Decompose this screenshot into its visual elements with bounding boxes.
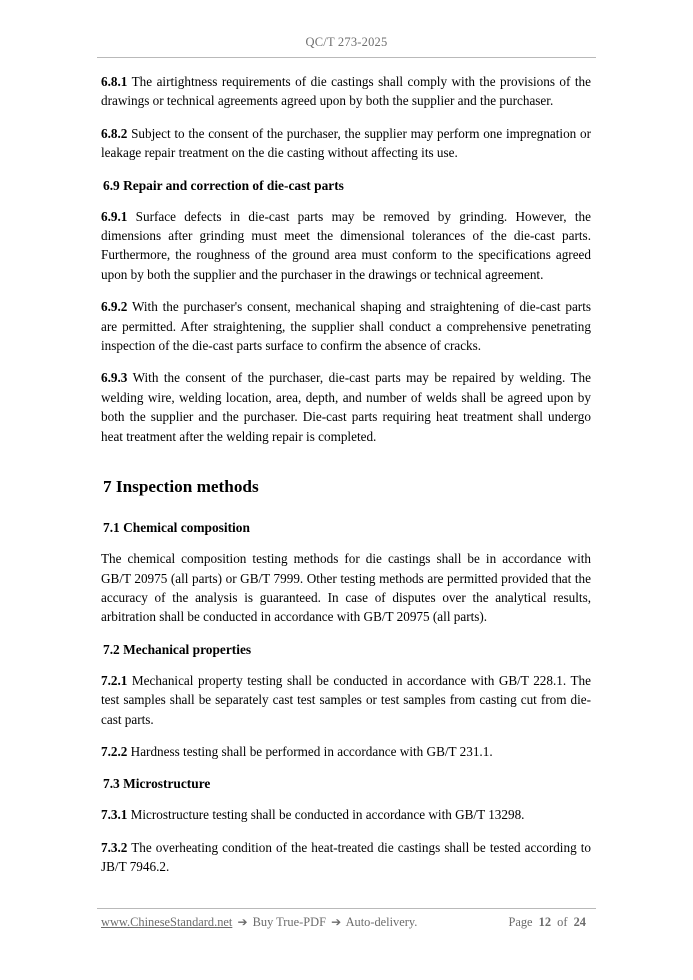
arrow-icon: ➔ xyxy=(237,915,248,929)
header-divider xyxy=(97,57,596,58)
clause-paragraph xyxy=(101,368,591,446)
clause-paragraph xyxy=(101,838,591,877)
clause-number: 6.8.2 xyxy=(101,125,128,141)
clause-number: 6.9.1 xyxy=(101,208,128,224)
clause-number: 7.2.1 xyxy=(101,672,128,688)
clause-paragraph xyxy=(101,671,591,729)
clause-number: 6.9.2 xyxy=(101,299,128,315)
clause-paragraph xyxy=(101,297,591,355)
clause-paragraph xyxy=(101,742,591,761)
standard-code: QC/T 273-2025 xyxy=(305,35,388,49)
clause-paragraph xyxy=(101,207,591,285)
clause-number: 7.3.2 xyxy=(101,839,128,855)
subsection-heading: 7.1 Chemical composition xyxy=(103,520,250,536)
clause-text: Surface defects in die-cast parts may be removed by grinding. However, the dimensions after grinding must meet the dimensional tolerances of the die-cast parts. Furthermore, the roughness of the ground area must conform to the specifications agreed upon by both the supplier and the purchaser in the drawings or technical agreement. xyxy=(101,208,591,282)
clause-text: Subject to the consent of the purchaser, the supplier may perform one impregnation or leakage repair treatment on the die casting without affecting its use. xyxy=(101,125,591,161)
clause-number: 6.9.3 xyxy=(101,370,128,386)
clause-paragraph xyxy=(101,549,591,627)
website-link[interactable]: www.ChineseStandard.net xyxy=(101,915,233,929)
clause-text: Hardness testing shall be performed in accordance with GB/T 231.1. xyxy=(127,743,493,759)
footer-divider xyxy=(97,908,596,909)
clause-text: The chemical composition testing methods for die castings shall be in accordance with GB/T 20975 (all parts) or GB/T 7999. Other testing methods are permitted provided that the accuracy of the analysis is guaranteed. In case of disputes over the analytical results, arbitration shall be conducted in accordance with GB/T 20975 (all parts). xyxy=(101,551,591,625)
page-indicator xyxy=(508,915,593,930)
clause-text: Microstructure testing shall be conducted in accordance with GB/T 13298. xyxy=(127,807,525,823)
promo-text-delivery: Auto-delivery. xyxy=(345,915,418,929)
clause-text: With the consent of the purchaser, die-cast parts may be repaired by welding. The welding wire, welding location, area, depth, and number of welds shall be agreed upon by both the supplier and the purchaser. Die-cast parts requiring heat treatment shall undergo heat treatment after the welding repair is completed. xyxy=(101,370,591,444)
clause-paragraph xyxy=(101,805,591,824)
clause-paragraph xyxy=(101,124,591,163)
promo-text-buy: Buy True-PDF xyxy=(252,915,326,929)
arrow-icon: ➔ xyxy=(331,915,342,929)
chapter-heading: 7 Inspection methods xyxy=(103,477,259,497)
clause-number: 7.2.2 xyxy=(101,743,128,759)
page-label: Page xyxy=(508,915,533,929)
running-header xyxy=(97,33,596,51)
clause-text: The airtightness requirements of die castings shall comply with the provisions of the drawings or technical agreements agreed upon by both the supplier and the purchaser. xyxy=(101,74,591,109)
clause-text: Mechanical property testing shall be conducted in accordance with GB/T 228.1. The test samples shall be separately cast test samples or test samples from casting cut from die-cast parts. xyxy=(101,672,591,727)
section-heading: 6.9 Repair and correction of die-cast parts xyxy=(103,177,344,193)
clause-text: The overheating condition of the heat-treated die castings shall be tested according to JB/T 7946.2. xyxy=(101,839,591,875)
total-page-number: 24 xyxy=(573,915,586,929)
page-footer xyxy=(101,915,593,930)
subsection-heading: 7.2 Mechanical properties xyxy=(103,641,252,657)
current-page-number: 12 xyxy=(538,915,552,929)
of-label: of xyxy=(557,915,568,929)
subsection-heading: 7.3 Microstructure xyxy=(103,776,211,792)
clause-number: 7.3.1 xyxy=(101,807,128,823)
document-body xyxy=(101,72,591,890)
footer-promo xyxy=(101,915,417,930)
clause-paragraph xyxy=(101,72,591,111)
clause-text: With the purchaser's consent, mechanical shaping and straightening of die-cast parts are permitted. After straightening, the supplier shall conduct a comprehensive penetrating inspection of the die-cast parts surface to confirm the absence of cracks. xyxy=(101,299,591,354)
clause-number: 6.8.1 xyxy=(101,74,128,89)
